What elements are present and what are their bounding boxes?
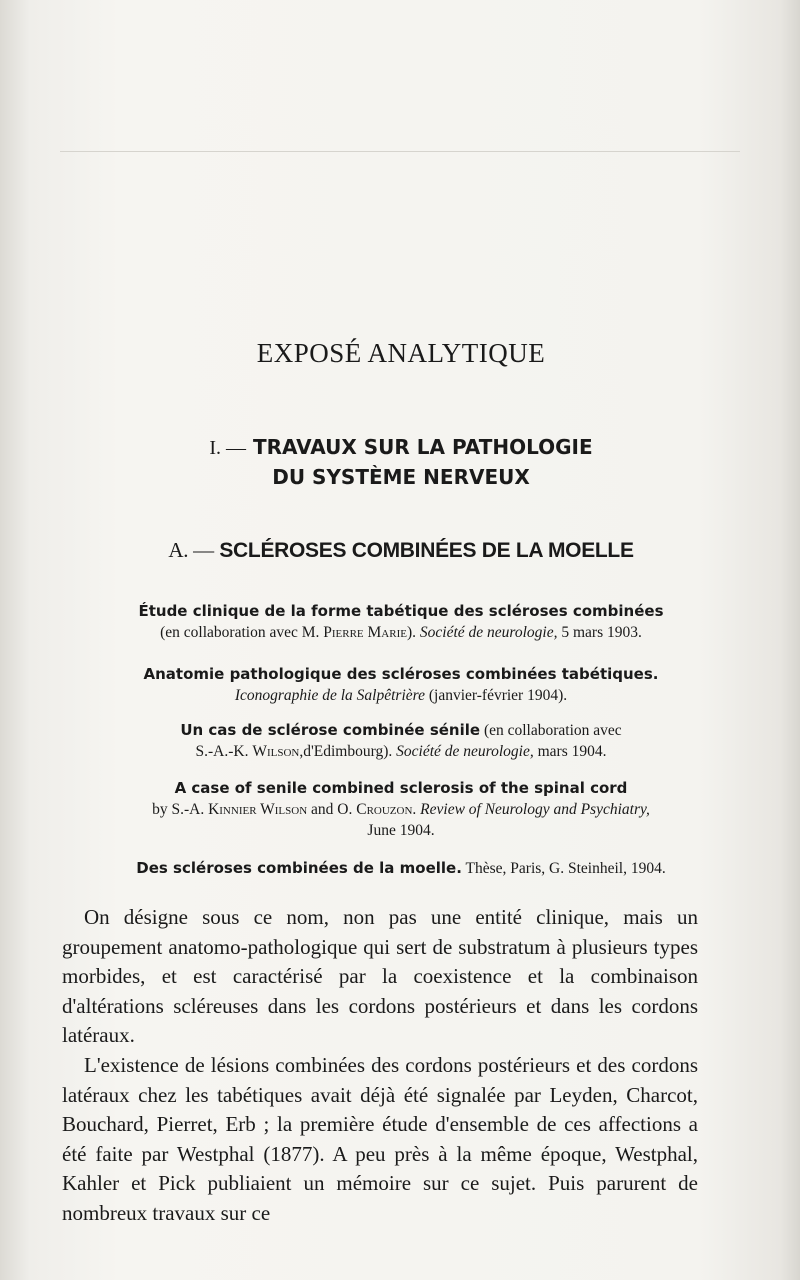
reference-4-text-c: . [412,801,421,818]
section-number: I. — [209,437,247,459]
subsection-heading-a [62,538,740,563]
reference-2-journal: Iconographie de la Salpêtrière [234,687,425,704]
paragraph-1: On désigne sous ce nom, non pas une entité clinique, mais un groupement anatomo-pathologique qui sert de substratum à plusieurs types morbides, et est caractérisé par la coexistence et la combinaison d'altérations scléreuses dans les cordons postérieurs et dans les cordons latéraux. [62,905,698,1048]
reference-1-title: Étude clinique de la forme tabétique des scléroses combinées [138,602,664,620]
reference-1-citation [62,622,740,643]
bleed-through-header [60,115,740,152]
reference-5-publisher: Thèse, Paris, G. Steinheil, 1904. [461,860,666,877]
reference-2-citation [62,685,740,706]
reference-3-citation [62,741,740,762]
subsection-heading-text: SCLÉROSES COMBINÉES DE LA MOELLE [219,539,634,562]
reference-3 [62,720,740,762]
section-heading-1-line2: DU SYSTÈME NERVEUX [272,465,530,489]
reference-1-text-a: (en collaboration avec M. [160,624,324,641]
reference-3-date: mars 1904. [533,743,607,760]
reference-3-author: Wilson [252,743,300,760]
reference-4-text-b: and O. [307,801,357,818]
reference-4-author-1: Kinnier Wilson [208,801,308,818]
reference-1-author: Pierre Marie [323,624,407,641]
reference-5-title: Des scléroses combinées de la moelle. [136,859,462,877]
reference-3-journal: Société de neurologie, [396,743,534,760]
reference-1-date: 5 mars 1903. [557,624,642,641]
reference-4-title: A case of senile combined sclerosis of the spinal cord [174,779,628,797]
reference-3-title-tail: (en collaboration avec [480,722,622,739]
reference-1-text-b: ). [406,624,420,641]
reference-2 [62,664,740,706]
body-text [62,903,698,1229]
reference-2-title: Anatomie pathologique des scléroses combinées tabétiques. [143,665,659,683]
reference-3-text-b: ,d'Edimbourg). [299,743,397,760]
reference-1-journal: Société de neurologie, [419,624,558,641]
section-heading-1-line1 [62,433,740,463]
page-title: EXPOSÉ ANALYTIQUE [256,338,546,368]
section-heading-1-text: TRAVAUX SUR LA PATHOLOGIE [252,435,593,459]
reference-3-title: Un cas de sclérose combinée sénile [180,721,481,739]
reference-5 [62,858,740,879]
reference-2-date: (janvier-février 1904). [424,687,568,704]
reference-4-journal: Review of Neurology and Psychiatry, [420,801,650,818]
reference-3-text-a: S.-A.-K. [195,743,253,760]
paragraph-2: L'existence de lésions combinées des cordons postérieurs et des cordons latéraux chez les tabétiques avait déjà été signalée par Leyden, Charcot, Bouchard, Pierret, Erb ; la première étude d'ensemble de ces affections a été faite par Westphal (1877). A peu près à la même époque, Westphal, Kahler et Pick publiaient un mémoire sur ce sujet. Puis parurent de nombreux travaux sur ce [62,1052,698,1225]
section-heading-1 [62,433,740,492]
reference-1 [62,601,740,643]
reference-4-date: June 1904. [367,822,435,839]
reference-4-author-2: Crouzon [356,801,413,818]
reference-4 [62,778,740,841]
reference-4-citation [62,799,740,820]
subsection-letter: A. — [168,538,214,562]
reference-4-text-a: by S.-A. [152,801,209,818]
